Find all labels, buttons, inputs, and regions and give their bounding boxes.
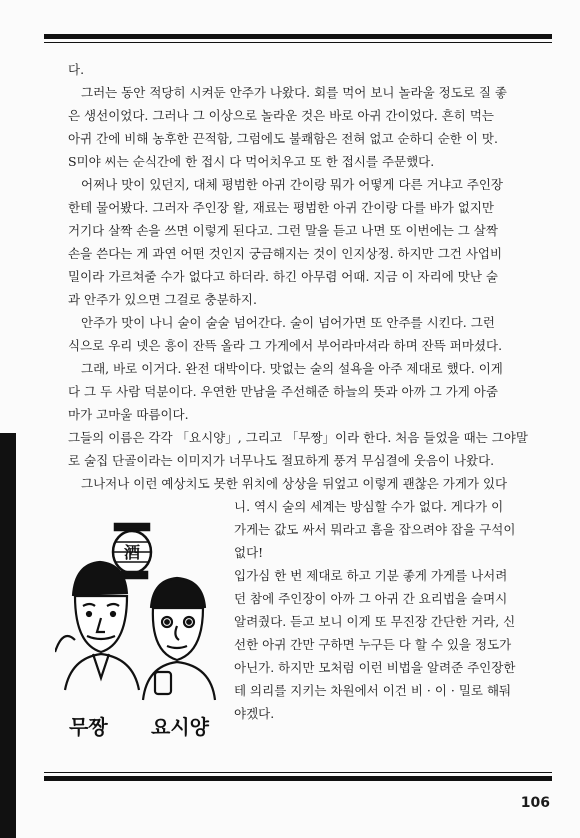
text-line: 입가심 한 번 제대로 하고 기분 좋게 가게를 나서려 <box>234 568 508 583</box>
text-line: 어쩌나 맛이 있던지, 대체 평범한 아귀 간이랑 뭐가 어떻게 다른 거냐고 주인장 <box>81 177 504 192</box>
text-line: 다. <box>68 62 85 77</box>
text-line: 가게는 값도 싸서 뭐라고 흠을 잡으려야 잡을 구석이 <box>234 522 516 537</box>
text-line: 그들의 이름은 각각 「요시양」, 그리고 「무짱」이라 한다. 처음 들었을 때는 그야말 <box>68 430 528 445</box>
mujjang-figure <box>55 562 139 690</box>
text-line: 그나저나 이런 예상치도 못한 위치에 상상을 뒤엎고 이렇게 괜찮은 가게가 있다 <box>81 476 508 491</box>
text-line: 아귀 간에 비해 농후한 끈적함, 그럼에도 불쾌함은 전혀 없고 순하디 순한 이 맛. <box>68 131 498 146</box>
text-line: 없다! <box>234 545 264 560</box>
text-line: 아닌가. 하지만 모처럼 이런 비법을 알려준 주인장한 <box>234 660 516 675</box>
text-line: 알려줬다. 듣고 보니 이게 또 무진장 간단한 거라, 신 <box>234 614 516 629</box>
text-line: 로 술집 단골이라는 이미지가 너무나도 절묘하게 풍겨 무심결에 웃음이 나왔다. <box>68 453 495 468</box>
text-line: 테 의리를 지키는 차원에서 이건 비 · 이 · 밀로 해둬 <box>234 683 512 698</box>
text-line: 그래, 바로 이거다. 완전 대박이다. 맛없는 술의 설욕을 아주 제대로 했다. 이게 <box>81 361 503 376</box>
yoshiyang-figure <box>143 578 215 700</box>
text-line: 던 참에 주인장이 아까 그 아귀 간 요리법을 슬며시 <box>234 591 508 606</box>
caption-yoshiyang: 요시양 <box>151 715 209 739</box>
caricature-illustration <box>55 512 225 742</box>
lantern-text: 酒 <box>123 543 141 562</box>
text-line: 은 생선이었다. 그러나 그 이상으로 놀라운 것은 바로 아귀 간이었다. 흔히 먹는 <box>68 108 494 123</box>
text-line: 한테 물어봤다. 그러자 주인장 왈, 재료는 평범한 아귀 간이랑 다를 바가 없지만 <box>68 200 494 215</box>
text-line: 과 안주가 있으면 그걸로 충분하지. <box>68 292 257 307</box>
text-line: 손을 쓴다는 게 과연 어떤 것인지 궁금해지는 것이 인지상정. 하지만 그건 사업비 <box>68 246 503 261</box>
text-line: 야겠다. <box>234 706 275 721</box>
text-line: 다 그 두 사람 덕분이다. 우연한 만남을 주선해준 하늘의 뜻과 아까 그 가게 아줌 <box>68 384 498 399</box>
text-line: 식으로 우리 넷은 흥이 잔뜩 올라 그 가게에서 부어라마셔라 하며 잔뜩 퍼마셨다. <box>68 338 503 353</box>
text-line: 니. 역시 술의 세계는 방심할 수가 없다. 게다가 이 <box>234 499 504 514</box>
text-line: 거기다 살짝 손을 쓰면 이렇게 된다고. 그런 말을 듣고 나면 또 이번에는 그 살짝 <box>68 223 498 238</box>
chapter-edge-tab <box>0 433 16 838</box>
page-number: 106 <box>520 795 550 811</box>
footer-rule <box>44 772 552 781</box>
caption-mujjang: 무짱 <box>69 715 108 739</box>
text-line: S미야 씨는 순식간에 한 접시 다 먹어치우고 또 한 접시를 주문했다. <box>68 154 435 169</box>
text-line: 그러는 동안 적당히 시켜둔 안주가 나왔다. 회를 먹어 보니 놀라울 정도로 질 좋 <box>81 85 507 100</box>
text-line: 안주가 맛이 나니 술이 술술 넘어간다. 술이 넘어가면 또 안주를 시킨다. 그런 <box>81 315 495 330</box>
text-line: 선한 아귀 간만 구하면 누구든 다 할 수 있을 정도가 <box>234 637 512 652</box>
text-line: 밀이라 가르쳐줄 수가 없다고 하더라. 하긴 아무렴 어때. 지금 이 자리에 맛난 술 <box>68 269 498 284</box>
text-line: 마가 고마울 따름이다. <box>68 407 189 422</box>
header-rule <box>44 34 552 43</box>
